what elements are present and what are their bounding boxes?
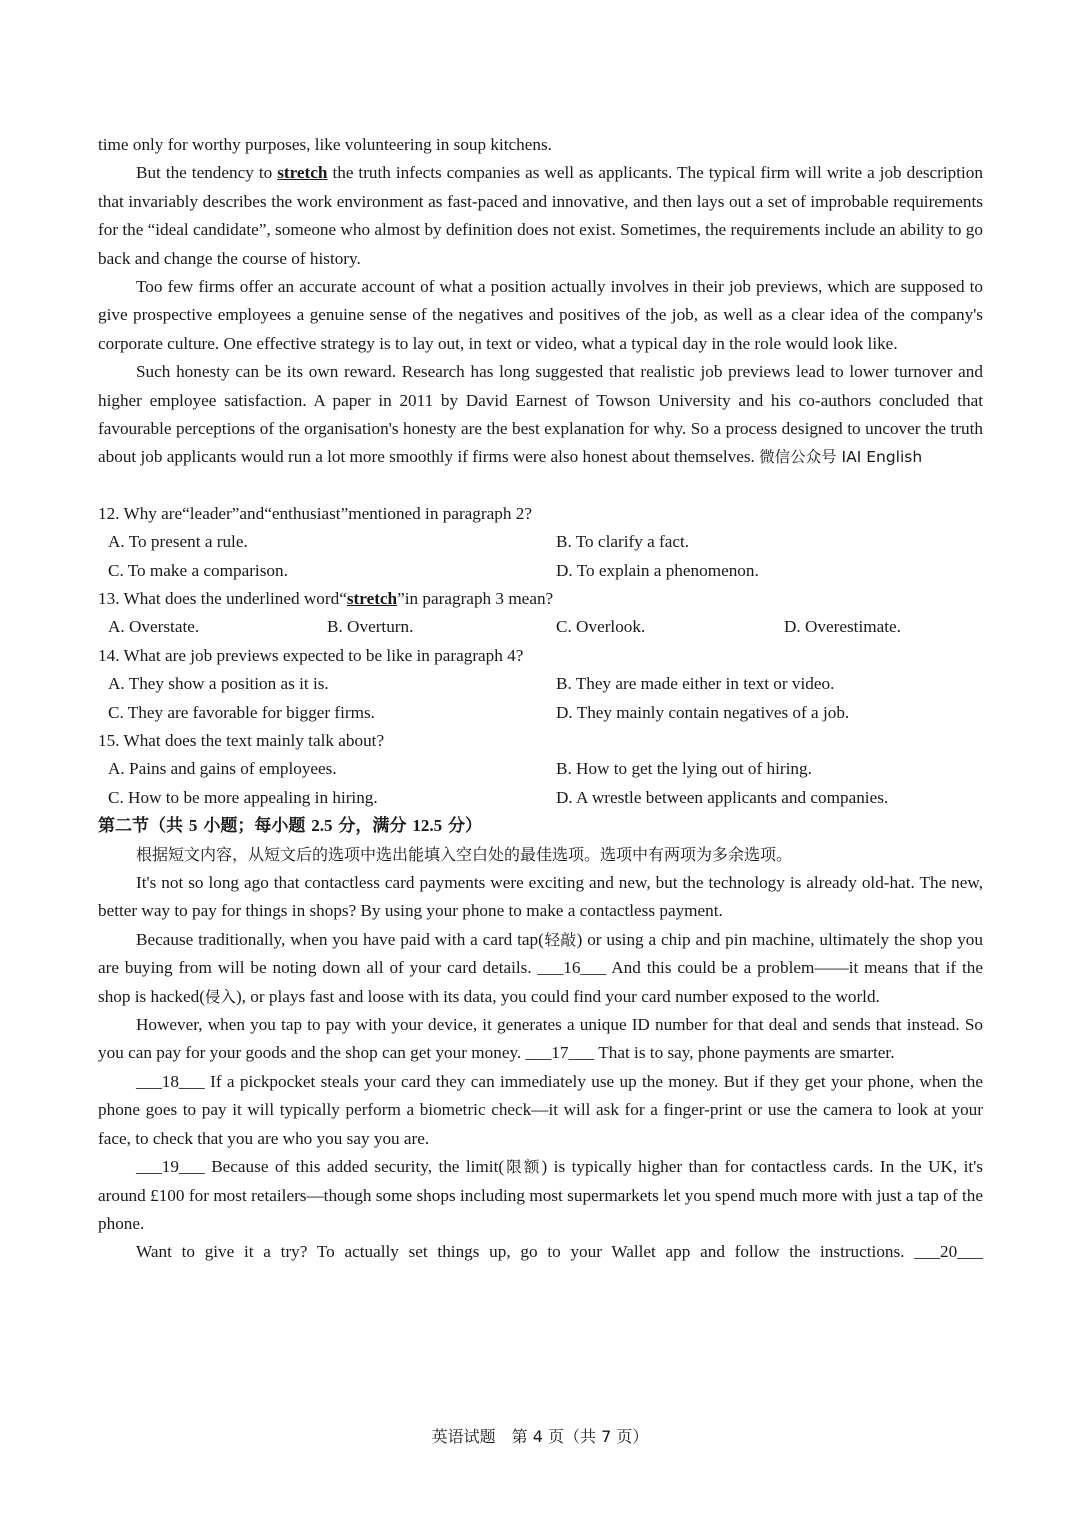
text-run: But the tendency to [136, 163, 278, 183]
question-12-options-row-2 [98, 557, 983, 585]
section2-paragraph-5 [98, 1153, 983, 1238]
option-13-c: C. Overlook. [556, 617, 646, 637]
section-heading [98, 812, 983, 840]
text-run: 12.5 [412, 816, 443, 836]
option-12-b: B. To clarify a fact. [556, 532, 690, 552]
passage-paragraph-3 [98, 358, 983, 472]
gloss-text: 限额 [504, 1158, 542, 1177]
option-14-b: B. They are made either in text or video. [556, 674, 835, 694]
gloss-text: 轻敲 [543, 930, 577, 949]
option-12-a: A. To present a rule. [108, 532, 248, 552]
gloss-text: 侵入 [204, 987, 236, 1006]
section2-paragraph-2 [98, 926, 983, 1011]
section2-paragraph-3: However, when you tap to pay with your device, it generates a unique ID number for that deal and sends that instead. So you can pay for your goods and the shop can get your money. ___17___ That is to say, phone payments are smarter. [98, 1015, 983, 1063]
question-13-options [98, 613, 983, 641]
question-15-options-row-1 [98, 755, 983, 783]
option-15-d: D. A wrestle between applicants and companies. [556, 787, 889, 807]
question-14-stem: 14. What are job previews expected to be like in paragraph 4? [98, 645, 524, 665]
question-12-options-row-1 [98, 528, 983, 556]
passage-paragraph-2: Too few firms offer an accurate account of what a position actually involves in their job previews, which are supposed to give prospective employees a genuine sense of the negatives and positives of the job, as well as a clear idea of the company's corporate culture. One effective strategy is to lay out, in text or video, what a typical day in the role would look like. [98, 277, 983, 353]
text-run: 2.5 [311, 816, 333, 836]
question-14-options-row-2 [98, 699, 983, 727]
watermark-text: 微信公众号 IAI English [759, 448, 923, 467]
option-15-a: A. Pains and gains of employees. [108, 759, 337, 779]
option-13-b: B. Overturn. [327, 617, 414, 637]
exam-page [98, 131, 983, 1267]
text-run: 第二节（共 [98, 816, 189, 837]
section2-paragraph-1: It's not so long ago that contactless card payments were exciting and new, but the technology is already old-hat. The new, better way to pay for things in shops? By using your phone to make a contactless payment. [98, 873, 983, 921]
option-15-c: C. How to be more appealing in hiring. [108, 787, 378, 807]
text-run: ) or using a chip and pin machine, ultimately the shop you are buying from will be noting down all of your card details. ___16___ And this could be a problem——it means that if the shop is hacked( [98, 929, 983, 1006]
text-run: ___19___ Because of this added security, the limit( [136, 1157, 505, 1177]
option-12-d: D. To explain a phenomenon. [556, 560, 759, 580]
text-run: 5 [188, 816, 198, 836]
question-15-stem: 15. What does the text mainly talk about? [98, 731, 385, 751]
page-footer: 英语试题 第 4 页（共 7 页） [431, 1427, 649, 1446]
underlined-word: stretch [346, 589, 398, 609]
section2-paragraph-6: Want to give it a try? To actually set things up, go to your Wallet app and follow the instructions. ___20___ [136, 1242, 983, 1262]
text-run: 分，满分 [332, 816, 413, 837]
text-run: ), or plays fast and loose with its data, you could find your card number exposed to the world. [235, 986, 880, 1006]
option-15-b: B. How to get the lying out of hiring. [556, 759, 812, 779]
option-12-c: C. To make a comparison. [108, 560, 288, 580]
question-15-options-row-2 [98, 784, 983, 812]
section-instruction: 根据短文内容，从短文后的选项中选出能填入空白处的最佳选项。选项中有两项为多余选项。 [136, 844, 793, 864]
text-run: 13. What does the underlined word“ [98, 589, 347, 609]
underlined-word: stretch [277, 163, 328, 183]
text-run: Such honesty can be its own reward. Research has long suggested that realistic job previews lead to lower turnover and higher employee satisfaction. A paper in 2011 by David Earnest of Towson University and his co-authors concluded that favourable perceptions of the organisation's honesty are the best explanation for why. So a process designed to uncover the truth about job applicants would run a lot more smoothly if firms were also honest about themselves. [98, 362, 983, 467]
section2-paragraph-4: ___18___ If a pickpocket steals your card they can immediately use up the money. But if they get your phone, when the phone goes to pay it will typically perform a biometric check—it will ask for a finger-print or use the camera to look at your face, to check that you are who you say you are. [98, 1071, 983, 1148]
passage-paragraph-0: time only for worthy purposes, like volunteering in soup kitchens. [98, 135, 552, 154]
question-14-options-row-1 [98, 670, 983, 698]
question-12-stem: 12. Why are“leader”and“enthusiast”mentioned in paragraph 2? [98, 503, 532, 523]
text-run: ) is typically higher than for contactless cards. In the UK, it's around £100 for most retailers—though some shops including most supermarkets let you spend much more with just a tap of the phone. [98, 1157, 983, 1233]
option-14-d: D. They mainly contain negatives of a job. [556, 702, 850, 722]
question-13-stem [98, 585, 983, 613]
text-run: ”in paragraph 3 mean? [397, 589, 554, 609]
passage-paragraph-1 [98, 159, 983, 273]
option-14-a: A. They show a position as it is. [108, 674, 329, 694]
option-13-d: D. Overestimate. [784, 617, 901, 637]
option-14-c: C. They are favorable for bigger firms. [108, 702, 375, 722]
option-13-a: A. Overstate. [108, 617, 200, 637]
text-run: 小题；每小题 [197, 816, 312, 837]
text-run: the truth infects companies as well as applicants. The typical firm will write a job description that invariably describes the work environment as fast-paced and innovative, and then lays out a set of improbable requirements for the “ideal candidate”, someone who almost by definition does not exist. Sometimes, the requirements include an ability to go back and change the course of history. [98, 163, 983, 268]
text-run: Because traditionally, when you have paid with a card tap( [136, 929, 544, 949]
text-run: 分） [442, 816, 483, 837]
